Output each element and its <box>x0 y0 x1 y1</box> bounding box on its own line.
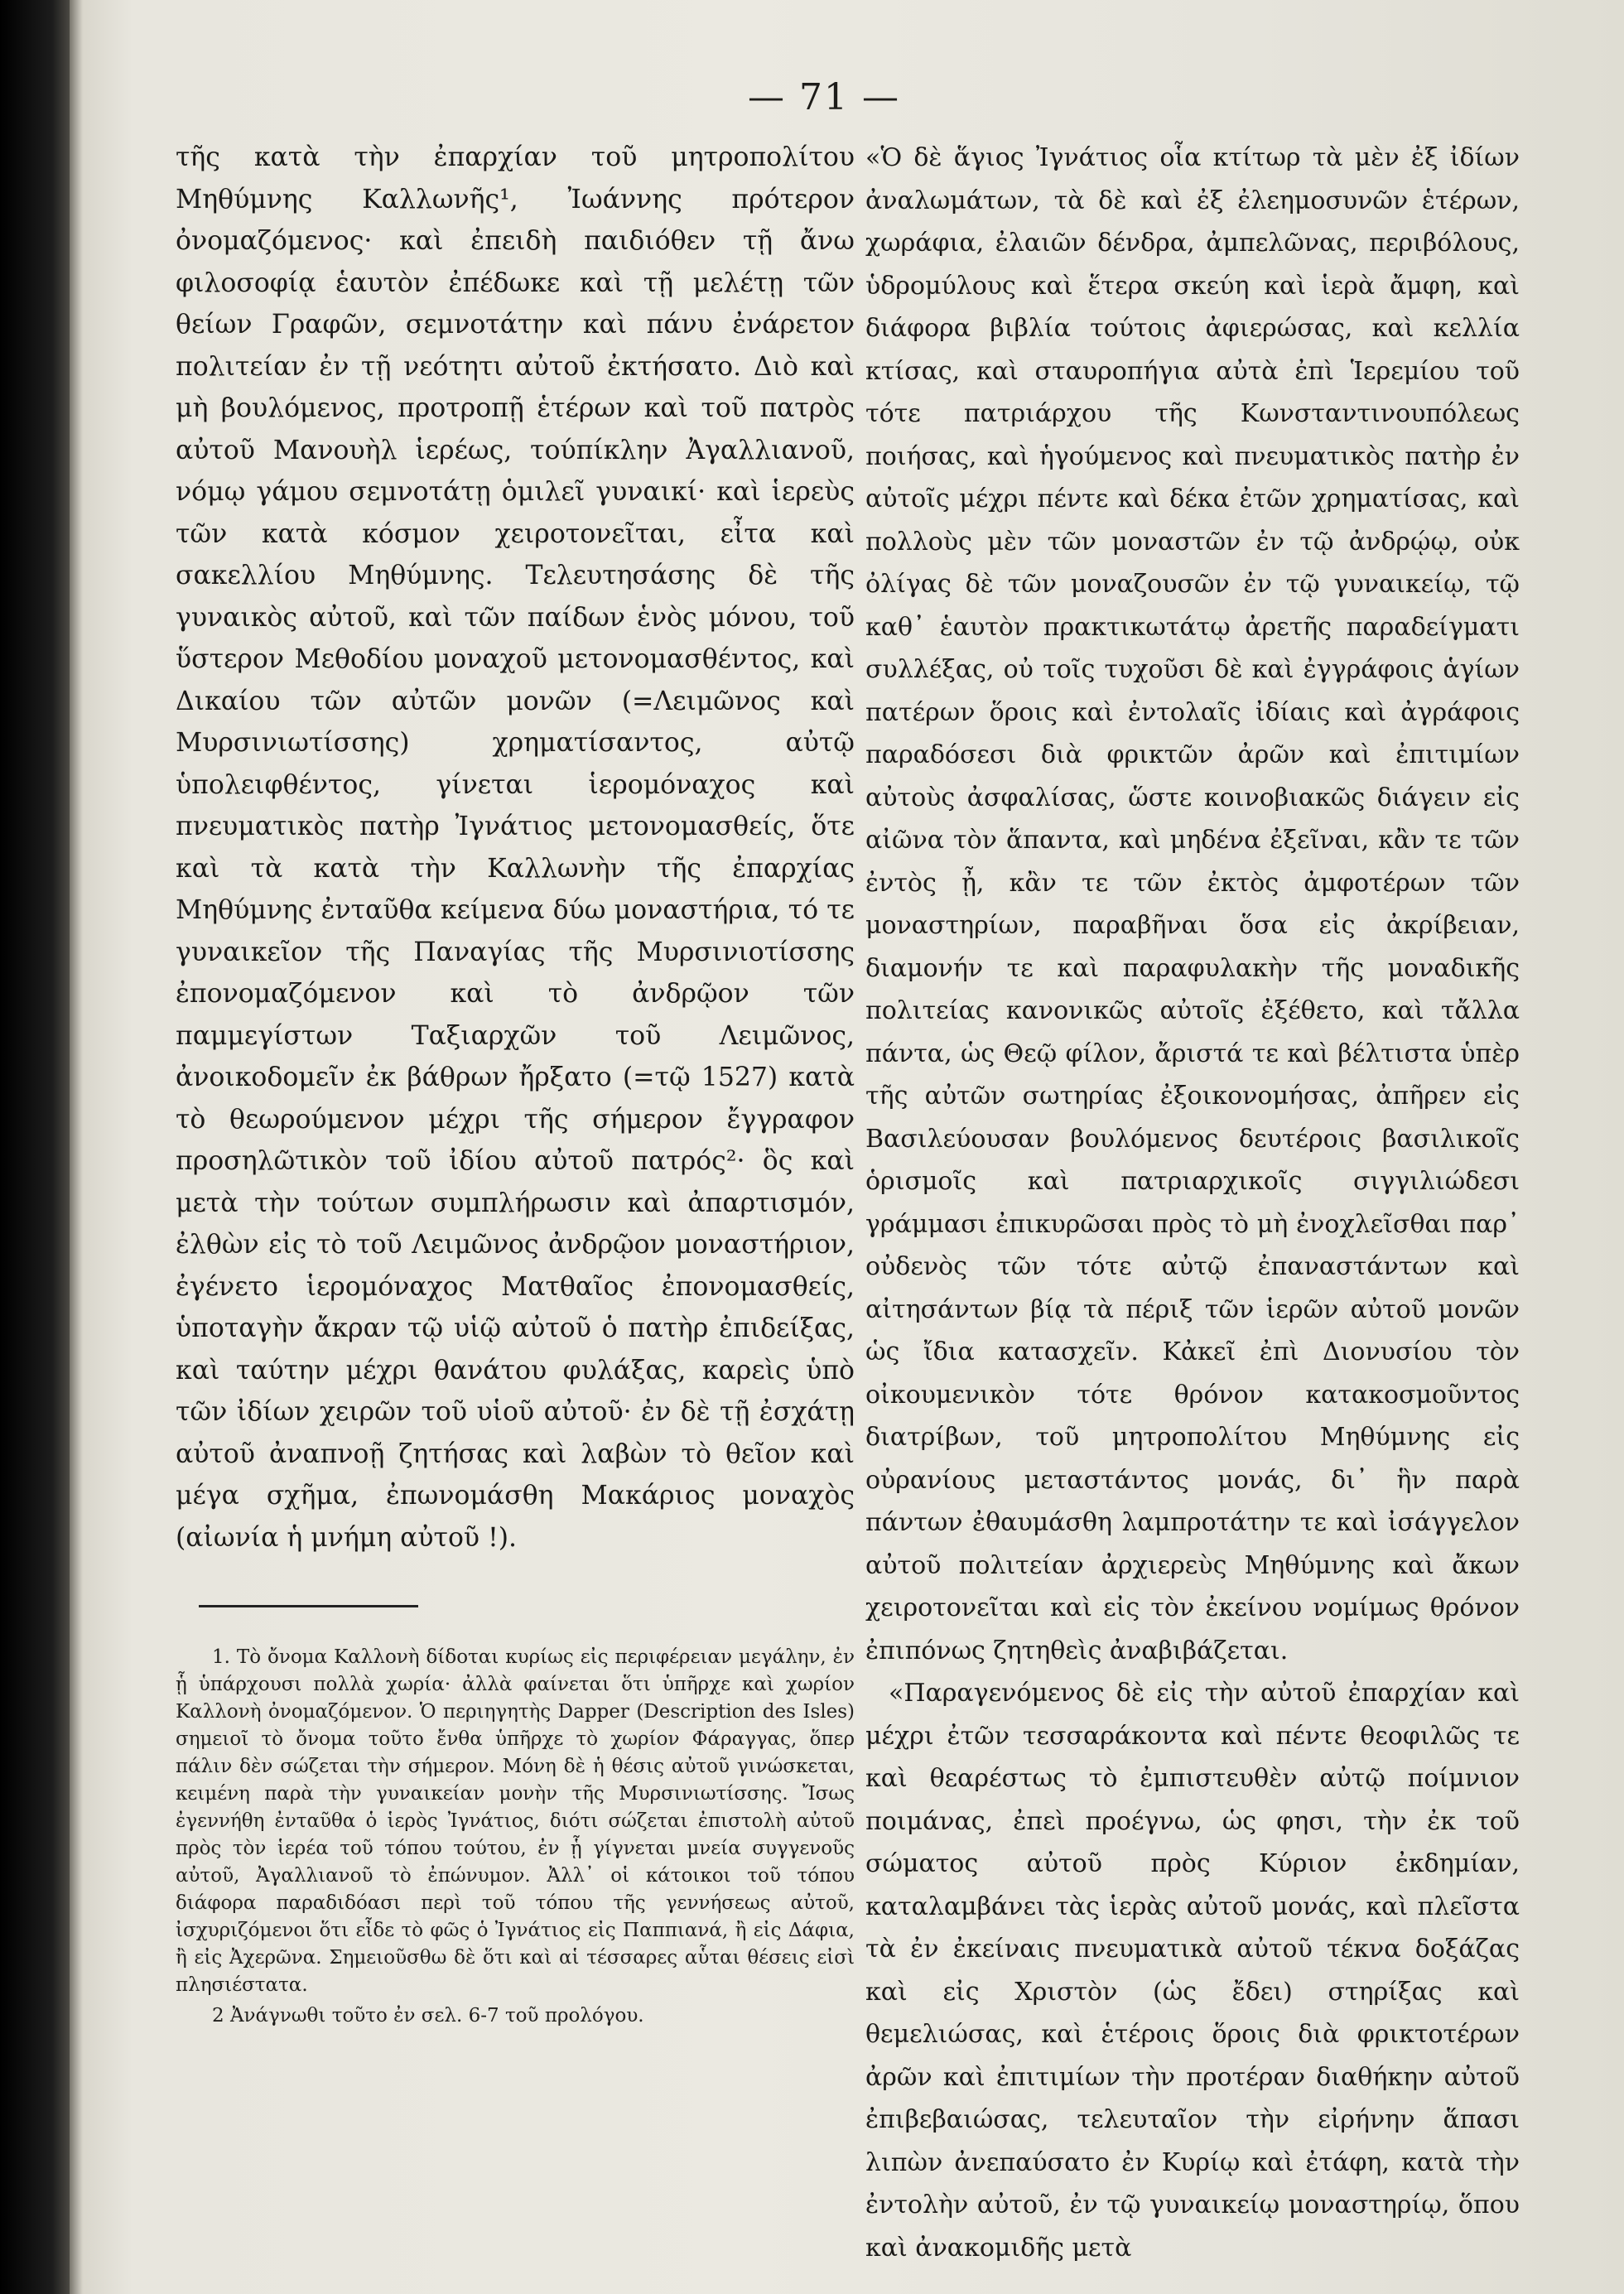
footnote-1: 1. Τὸ ὄνομα Καλλονὴ δίδοται κυρίως εἰς περιφέρειαν μεγάλην, ἐν ᾗ ὑπάρχουσι πολλὰ χωρία· ἀλλὰ φαίνεται ὅτι ὑπῆρχε καὶ χωρίον Καλλονὴ ὀνομαζόμενον. Ὁ περιηγητὴς Dapper (Description des Isles) σημειοῖ τὸ ὄνομα τοῦτο ἔνθα ὑπῆρχε τὸ χωρίον Φάραγγας, ὅπερ πάλιν δὲν σώζεται τὴν σήμερον. Μόνη δὲ ἡ θέσις αὐτοῦ γινώσκεται, κειμένη παρὰ τὴν γυναικείαν μονὴν τῆς Μυρσινιωτίσσης. Ἴσως ἐγεννήθη ἐνταῦθα ὁ ἱερὸς Ἰγνάτιος, διότι σώζεται ἐπιστολὴ αὐτοῦ πρὸς τὸν ἱερέα τοῦ τόπου τούτου, ἐν ᾗ γίγνεται μνεία συγγενοῦς αὐτοῦ, Ἀγαλλιανοῦ τὸ ἐπώνυμον. Ἀλλ᾽ οἱ κάτοικοι τοῦ τόπου διάφορα παραδιδόασι περὶ τοῦ τόπου τῆς γεννήσεως αὐτοῦ, ἰσχυριζόμενοι ὅτι εἶδε τὸ φῶς ὁ Ἰγνάτιος εἰς Παππιανά, ἢ εἰς Δάφια, ἢ εἰς Ἀχερῶνα. Σημειοῦσθω δὲ ὅτι καὶ αἱ τέσσαρες αὗται θέσεις εἰσὶ πλησιέστατα. <box>176 1646 855 1996</box>
footnote-2: 2 Ἀνάγνωθι τοῦτο ἐν σελ. 6-7 τοῦ προλόγου. <box>212 2005 644 2027</box>
right-column <box>865 137 1520 2269</box>
left-body-text: τῆς κατὰ τὴν ἐπαρχίαν τοῦ μητροπολίτου Μηθύμνης Καλλωνῆς¹, Ἰωάννης πρότερον ὀνομαζόμενος· καὶ ἐπειδὴ παιδιόθεν τῇ ἄνω φιλοσοφίᾳ ἑαυτὸν ἐπέδωκε καὶ τῇ μελέτῃ τῶν θείων Γραφῶν, σεμνοτάτην καὶ πάνυ ἐνάρετον πολιτείαν ἐν τῇ νεότητι αὐτοῦ ἐκτήσατο. Διὸ καὶ μὴ βουλόμενος, προτροπῇ ἑτέρων καὶ τοῦ πατρὸς αὐτοῦ Μανουὴλ ἱερέως, τούπίκλην Ἀγαλλιανοῦ, νόμῳ γάμου σεμνοτάτῃ ὁμιλεῖ γυναικί· καὶ ἱερεὺς τῶν κατὰ κόσμον χειροτονεῖται, εἶτα καὶ σακελλίου Μηθύμνης. Τελευτησάσης δὲ τῆς γυναικὸς αὐτοῦ, καὶ τῶν παίδων ἑνὸς μόνου, τοῦ ὕστερον Μεθοδίου μοναχοῦ μετονομασθέντος, καὶ Δικαίου τῶν αὐτῶν μονῶν (=Λειμῶνος καὶ Μυρσινιωτίσσης) χρηματίσαντος, αὐτῷ ὑπολειφθέντος, γίνεται ἱερομόναχος καὶ πνευματικὸς πατὴρ Ἰγνάτιος μετονομασθείς, ὅτε καὶ τὰ κατὰ τὴν Καλλωνὴν τῆς ἐπαρχίας Μηθύμνης ἐνταῦθα κείμενα δύω μοναστήρια, τό τε γυναικεῖον τῆς Παναγίας τῆς Μυρσινιοτίσσης ἐπονομαζόμενον καὶ τὸ ἀνδρῷον τῶν παμμεγίστων Ταξιαρχῶν τοῦ Λειμῶνος, ἀνοικοδομεῖν ἐκ βάθρων ἤρξατο (=τῷ 1527) κατὰ τὸ θεωρούμενον μέχρι τῆς σήμερον ἔγγραφον προσηλῶτικὸν τοῦ ἰδίου αὐτοῦ πατρός²· ὃς καὶ μετὰ τὴν τούτων συμπλήρωσιν καὶ ἀπαρτισμόν, ἐλθὼν εἰς τὸ τοῦ Λειμῶνος ἀνδρῷον μοναστήριον, ἐγένετο ἱερομόναχος Ματθαῖος ἐπονομασθείς, ὑποταγὴν ἄκραν τῷ υἱῷ αὐτοῦ ὁ πατὴρ ἐπιδείξας, καὶ ταύτην μέχρι θανάτου φυλάξας, καρεὶς ὑπὸ τῶν ἰδίων χειρῶν τοῦ υἱοῦ αὐτοῦ· ἐν δὲ τῇ ἐσχάτῃ αὐτοῦ ἀναπνοῇ ζητήσας καὶ λαβὼν τὸ θεῖον καὶ μέγα σχῆμα, ἐπωνομάσθη Μακάριος μοναχὸς (αἰωνία ἡ μνήμη αὐτοῦ !). <box>176 142 855 1553</box>
right-paragraph-1: «Ὁ δὲ ἅγιος Ἰγνάτιος οἷα κτίτωρ τὰ μὲν ἐξ ἰδίων ἀναλωμάτων, τὰ δὲ καὶ ἐξ ἐλεημοσυνῶν ἑτέρων, χωράφια, ἐλαιῶν δένδρα, ἀμπελῶνας, περιβόλους, ὑδρομύλους καὶ ἕτερα σκεύη καὶ ἱερὰ ἄμφη, καὶ διάφορα βιβλία τούτοις ἀφιερώσας, καὶ κελλία κτίσας, καὶ σταυροπήγια αὐτὰ ἐπὶ Ἱερεμίου τοῦ τότε πατριάρχου τῆς Κωνσταντινουπόλεως ποιήσας, καὶ ἡγούμενος καὶ πνευματικὸς πατὴρ ἐν αὐτοῖς μέχρι πέντε καὶ δέκα ἐτῶν χρηματίσας, καὶ πολλοὺς μὲν τῶν μοναστῶν ἐν τῷ ἀνδρῴῳ, οὐκ ὀλίγας δὲ τῶν μοναζουσῶν ἐν τῷ γυναικείῳ, τῷ καθ᾽ ἑαυτὸν πρακτικωτάτῳ ἀρετῆς παραδείγματι συλλέξας, οὐ τοῖς τυχοῦσι δὲ καὶ ἐγγράφοις ἁγίων πατέρων ὅροις καὶ ἐντολαῖς ἰδίαις καὶ ἀγράφοις παραδόσεσι διὰ φρικτῶν ἀρῶν καὶ ἐπιτιμίων αὐτοὺς ἀσφαλίσας, ὥστε κοινοβιακῶς διάγειν εἰς αἰῶνα τὸν ἅπαντα, καὶ μηδένα ἐξεῖναι, κἂν τε τῶν ἐντὸς ᾖ, κἂν τε τῶν ἐκτὸς ἀμφοτέρων τῶν μοναστηρίων, παραβῆναι ὅσα εἰς ἀκρίβειαν, διαμονήν τε καὶ παραφυλακὴν τῆς μοναδικῆς πολιτείας κανονικῶς αὐτοῖς ἐξέθετο, καὶ τἄλλα πάντα, ὡς Θεῷ φίλον, ἄριστά τε καὶ βέλτιστα ὑπὲρ τῆς αὐτῶν σωτηρίας ἐξοικονομήσας, ἀπῆρεν εἰς Βασιλεύουσαν βουλόμενος δευτέροις βασιλικοῖς ὁρισμοῖς καὶ πατριαρχικοῖς σιγγιλιώδεσι γράμμασι ἐπικυρῶσαι πρὸς τὸ μὴ ἐνοχλεῖσθαι παρ᾽ οὐδενὸς τῶν τότε αὐτῷ ἐπαναστάντων καὶ αἰτησάντων βίᾳ τὰ πέριξ τῶν ἱερῶν αὐτοῦ μονῶν ὡς ἴδια κατασχεῖν. Κἀκεῖ ἐπὶ Διονυσίου τὸν οἰκουμενικὸν τότε θρόνον κατακοσμοῦντος διατρίβων, τοῦ μητροπολίτου Μηθύμνης εἰς οὐρανίους μεταστάντος μονάς, δι᾽ ἣν παρὰ πάντων ἐθαυμάσθη λαμπροτάτην τε καὶ ἰσάγγελον αὐτοῦ πολιτείαν ἀρχιερεὺς Μηθύμνης καὶ ἄκων χειροτονεῖται καὶ εἰς τὸν ἐκείνου νομίμως θρόνον ἐπιπόνως ζητηθεὶς ἀναβιβάζεται. <box>865 143 1520 1665</box>
footnote-rule <box>199 1605 418 1607</box>
left-column <box>176 137 855 2030</box>
page-number: — 71 — <box>748 76 900 118</box>
right-paragraph-2: «Παραγενόμενος δὲ εἰς τὴν αὐτοῦ ἐπαρχίαν καὶ μέχρι ἐτῶν τεσσαράκοντα καὶ πέντε θεοφιλῶς τε καὶ θεαρέστως τὸ ἐμπιστευθὲν αὐτῷ ποίμνιον ποιμάνας, ἐπεὶ προέγνω, ὡς φησι, τὴν ἐκ τοῦ σώματος αὐτοῦ πρὸς Κύριον ἐκδημίαν, καταλαμβάνει τὰς ἱερὰς αὐτοῦ μονάς, καὶ πλεῖστα τὰ ἐν ἐκείναις πνευματικὰ αὐτοῦ τέκνα δοξάζας καὶ εἰς Χριστὸν (ὡς ἔδει) στηρίξας καὶ θεμελιώσας, καὶ ἑτέροις ὅροις διὰ φρικτοτέρων ἀρῶν καὶ ἐπιτιμίων τὴν προτέραν διαθήκην αὐτοῦ ἐπιβεβαιώσας, τελευταῖον τὴν εἰρήνην ἅπασι λιπὼν ἀνεπαύσατο ἐν Κυρίῳ καὶ ἐτάφη, κατὰ τὴν ἐντολὴν αὐτοῦ, ἐν τῷ γυναικείῳ μοναστηρίῳ, ὅπου καὶ ἀνακομιδῆς μετὰ <box>865 1679 1520 2263</box>
book-spine-shadow <box>0 0 70 2294</box>
